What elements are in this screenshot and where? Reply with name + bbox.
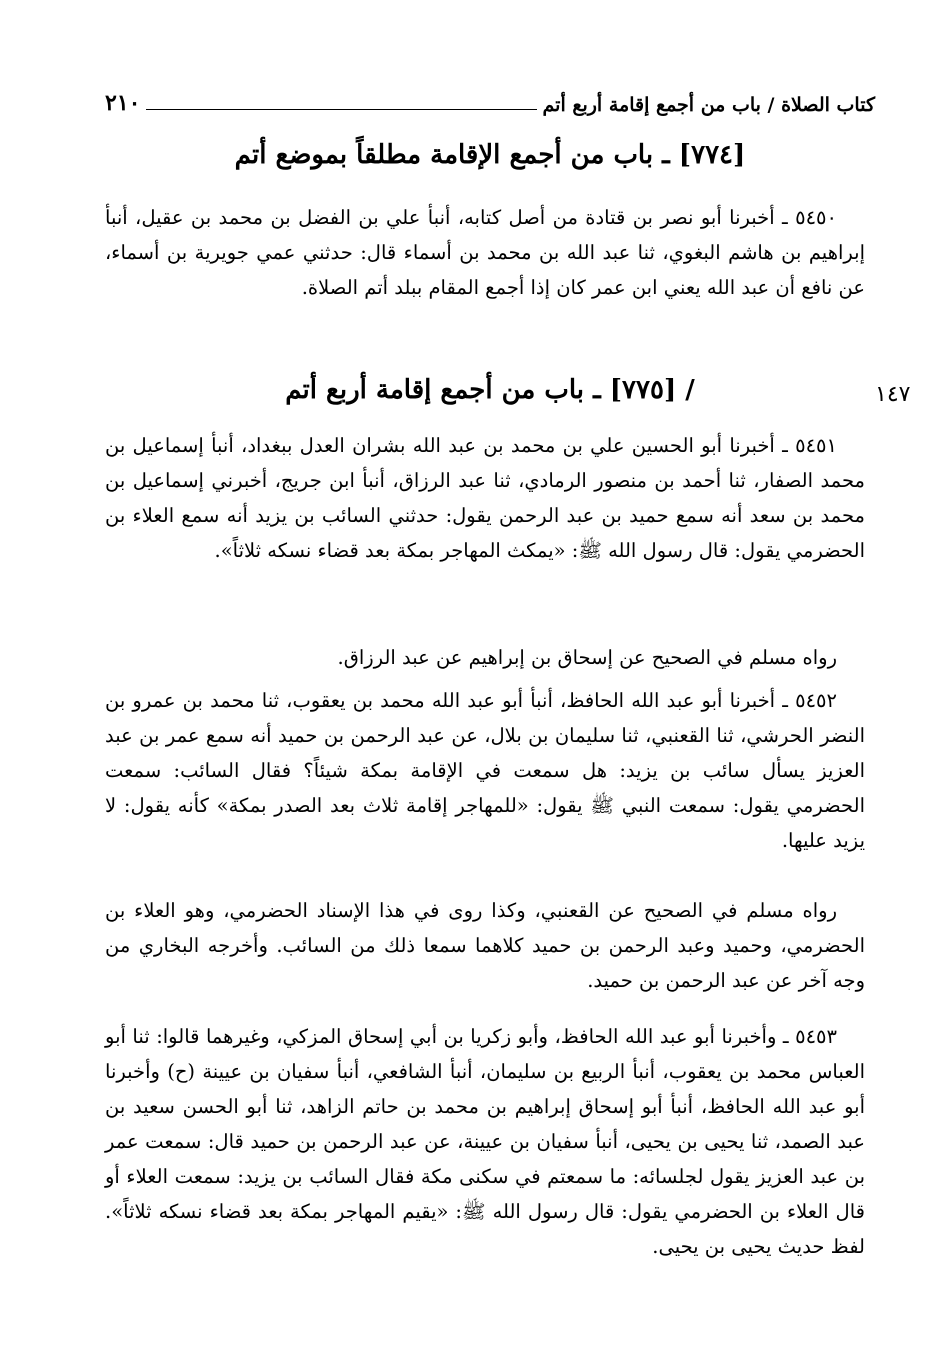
hadith-5450: ٥٤٥٠ ـ أخبرنا أبو نصر بن قتادة من أصل كتابه، أنبأ علي بن الفضل بن محمد بن عقيل، أنبأ إبراهيم بن هاشم البغوي، ثنا عبد الله بن محمد بن أسماء قال: حدثني عمي جويرية بن أسماء، عن نافع أن عبد الله يعني ابن عمر كان إذا أجمع المقام ببلد أتم الصلاة. [105, 206, 865, 299]
commentary-5451: رواه مسلم في الصحيح عن إسحاق بن إبراهيم عن عبد الرزاق. [337, 646, 837, 669]
page-header [105, 86, 875, 116]
hadith-5453: ٥٤٥٣ ـ وأخبرنا أبو عبد الله الحافظ، وأبو زكريا بن أبي إسحاق المزكي، وغيرهما قالوا: ثنا أبو العباس محمد بن يعقوب، أنبأ الربيع بن سليمان، أنبأ الشافعي، أنبأ سفيان بن عيينة (ح) وأخبرنا أبو عبد الله الحافظ، أنبأ أبو إسحاق إبراهيم بن محمد بن حاتم الزاهد، ثنا أبو الحسن سعيد بن عبد الصمد، ثنا يحيى بن يحيى، أنبأ سفيان بن عيينة، عن عبد الرحمن بن حميد قال: سمعت عمر بن عبد العزيز يقول لجلسائه: ما سمعتم في سكنى مكة فقال السائب بن يزيد: سمعت العلاء أو قال العلاء بن الحضرمي يقول: قال رسول الله ﷺ: «يقيم المهاجر بمكة بعد قضاء نسكه ثلاثاً». لفظ حديث يحيى بن يحيى. [105, 1025, 865, 1258]
chapter-heading-775: / [٧٧٥] ـ باب من أجمع إقامة أربع أتم [285, 375, 695, 405]
chapter-heading-774: [٧٧٤] ـ باب من أجمع الإقامة مطلقاً بموضع أتم [234, 140, 746, 170]
running-title: كتاب الصلاة / باب من أجمع إقامة أربع أتم [542, 94, 875, 116]
commentary-5452: رواه مسلم في الصحيح عن القعنبي، وكذا روى في هذا الإسناد الحضرمي، وهو العلاء بن الحضرمي، وحميد وعبد الرحمن بن حميد كلاهما سمعا ذلك من السائب. وأخرجه البخاري من وجه آخر عن عبد الرحمن بن حميد. [105, 899, 865, 992]
hadith-5452: ٥٤٥٢ ـ أخبرنا أبو عبد الله الحافظ، أنبأ أبو عبد الله محمد بن يعقوب، ثنا محمد بن عمرو بن النضر الحرشي، ثنا القعنبي، ثنا سليمان بن بلال، عن عبد الرحمن بن حميد أنه سمع عمر بن عبد العزيز يسأل سائب بن يزيد: هل سمعت في الإقامة بمكة شيئاً؟ فقال السائب: سمعت الحضرمي يقول: سمعت النبي ﷺ يقول: «للمهاجر إقامة ثلاث بعد الصدر بمكة» كأنه يقول: لا يزيد عليها. [105, 689, 865, 852]
margin-page-reference: ١٤٧ [875, 382, 911, 407]
header-rule [146, 109, 536, 110]
page-number: ٢١٠ [105, 90, 141, 116]
hadith-5451: ٥٤٥١ ـ أخبرنا أبو الحسين علي بن محمد بن عبد الله بشران العدل ببغداد، أنبأ إسماعيل بن محمد الصفار، ثنا أحمد بن منصور الرمادي، ثنا عبد الرزاق، أنبأ ابن جريج، أخبرني إسماعيل بن محمد بن سعد أنه سمع حميد بن عبد الرحمن يقول: حدثني السائب بن يزيد أنه سمع العلاء بن الحضرمي يقول: قال رسول الله ﷺ: «يمكث المهاجر بمكة بعد قضاء نسكه ثلاثاً». [105, 434, 865, 562]
